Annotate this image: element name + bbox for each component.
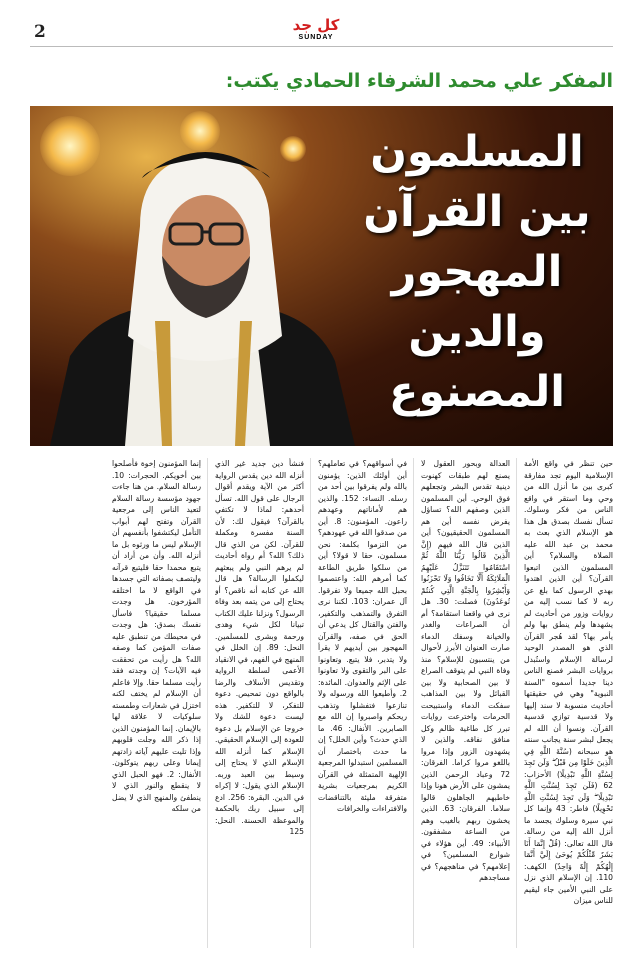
- article-column: [112, 458, 201, 948]
- article-column: [215, 458, 304, 948]
- column-text: حين تنظر في واقع الأمة الإسلامية اليوم تجد مفارقة كبرى بين ما أنزل الله من وحي وما استقر في واقع الناس من فكر وسلوك. تسأل نفسك بصدق هل هذا هو الإسلام الذي بعث به محمد بن عبد الله عليه الصلاة والسلام؟ أين المسلمون الذين اتبعوا القرآن؟ أين الذين اهتدوا بهدي الرسول كما بلغ عن ربه لا كما نسب إليه من روايات وزور من أحاديث لم يشهدها ولم ينطق بها ولم يأمر بها؟ لقد هُجر القرآن الذي هو المصدر الوحيد لرسالة الإسلام واستُبدل بروايات البشر فصنع الناس دينا جديدا أسموه "السنة النبوية" وهي في حقيقتها أحاديث منسوبة لا سند إليها ولا قدسية توازي قدسية القرآن. ونسوا أن الله لم يجعل لبشر سنة يجانب سنته هو سبحانه (سُنَّةَ اللَّهِ فِي الَّذِينَ خَلَوْا مِن قَبْلُ ۖ وَلَن تَجِدَ لِسُنَّةِ اللَّهِ تَبْدِيلًا) الأحزاب: 62 (فَلَن تَجِدَ لِسُنَّتِ اللَّهِ تَبْدِيلًا ۖ وَلَن تَجِدَ لِسُنَّتِ اللَّهِ تَحْوِيلًا) فاطر: 43 وإنما كل نبي سيرة وسلوك يجسد ما أنزل الله إليه من رسالة. قال الله تعالى: (قُلْ إِنَّمَا أَنَا بَشَرٌ مِّثْلُكُمْ يُوحَىٰ إِلَيَّ أَنَّمَا إِلَٰهُكُمْ إِلَٰهٌ وَاحِدٌ) الكهف: 110. إن الإسلام الذي نزل على النبي الأمين جاء ليقيم للناس ميزان: [524, 459, 613, 905]
- column-text: فنشأ دين جديد غير الذي أنزله الله دين يقدس الرواية أكثر من الآية ويقدم أقوال الرجال على قول الله. تسأل أحدهم: لماذا لا تكتفي بالقرآن؟ فيقول لك: لأن السنة مفسرة ومكملة للقرآن. لكن من الذي قال ذلك؟ الله؟ أم رواة أحاديث لم يرهم النبي ولم يبعثهم ليكملوا الرسالة؟ هل قال الله عن كتابه أنه ناقص؟ أو يحتاج إلى من يتمه بعد وفاة الرسول؟ ونزلنا عليك الكتاب تبيانا لكل شيء وهدى ورحمة وبشرى للمسلمين. النحل: 89. إن الخلل في المنهج في الفهم، في الانقياد الأعمى لسلطة الرواية وتقديس الأسلاف والرضا بالواقع دون تمحيص. دعوة للتفكر، لا للتكفير. هذه ليست دعوة للشك ولا خروجا عن الإسلام بل دعوة للعودة إلى الإسلام الحقيقي. الإسلام كما أنزله الله الإسلام الذي لا يحتاج إلى وسيط بين العبد وربه. الإسلام الذي يقول: لا إكراه في الدين. البقرة: 256. ادع إلى سبيل ربك بالحكمة والموعظة الحسنة. النحل: 125: [215, 459, 304, 836]
- headline-line: المسلمون: [370, 127, 584, 177]
- column-text: العدالة وبحور العقول لا يصنع لهم طبقات كهنوت دينية تقدس البشر وتجعلهم فوق الوحي. أين المسلمون الذين وصفهم الله؟ تساؤل يفرض نفسه أين هم المسلمون الحقيقيون؟ أين الذين قال الله فيهم (إِنَّ الَّذِينَ قَالُوا رَبُّنَا اللَّهُ ثُمَّ اسْتَقَامُوا تَتَنَزَّلُ عَلَيْهِمُ الْمَلَائِكَةُ أَلَّا تَخَافُوا وَلَا تَحْزَنُوا وَأَبْشِرُوا بِالْجَنَّةِ الَّتِي كُنتُمْ تُوعَدُونَ) فصلت: 30. هل نرى في واقعنا استقامة؟ أم أن الصراعات والغدر والخيانة وسفك الدماء صارت العنوان الأبرز لأحوال من ينتسبون للإسلام؟ منذ وفاة النبي لم يتوقف الصراع لا بين الصحابية ولا بين القبائل ولا بين المذاهب سفكت الدماء واستبيحت الحرمات واخترعت روايات تبرر كل طاغية ظالم وكل منافق نفاقه. والذين لا يشهدون الزور وإذا مروا باللغو مروا كراما. الفرقان: 72 وعباد الرحمن الذين يمشون على الأرض هونا وإذا خاطبهم الجاهلون قالوا سلاما. الفرقان: 63. الذين يخشون ربهم بالغيب وهم من الساعة مشفقون. الأنبياء: 49. أين هؤلاء في شوارع المسلمين؟ في إعلامهم؟ في مناهجهم؟ في مساجدهم: [421, 459, 510, 882]
- article-column: [524, 458, 613, 948]
- column-text: إنما المؤمنون إخوة فأصلحوا بين أخويكم. الحجرات: 10. رسالة السلام. من هنا جاءت جهود مؤسسة رسالة السلام لتعيد الناس إلى مرجعية القرآن وتفتح لهم أبواب التأمل ليكتشفوا بأنفسهم أن الإسلام ليس ما ورثوه بل ما أنزله الله. وأن من أراد أن يتبع محمدا حقا فليتبع قرآنه وليتصف بصفاته التي جسدها في الواقع لا ما اختلقه المؤرخون. هل وجدت مسلما حقيقيا؟ فاسأل نفسك بصدق: هل وجدت في محيطك من تنطبق عليه صفات المؤمن كما وصفه الله؟ هل رأيت من تحققت فيه الآيات؟ إن وجدته فقد رأيت مسلما حقا. وإلا فاعلم أن الإسلام لم يختف لكنه اختزل في شعارات وطمسته سلوكيات لا علاقة لها بالإيمان. إنما المؤمنون الذين إذا ذكر الله وجلت قلوبهم وإذا تليت عليهم آياته زادتهم إيمانا وعلى ربهم يتوكلون. الأنفال: 2. فهو الحبل الذي لا ينقطع والنور الذي لا ينطفئ والمنهج الذي لا يضل من سلكه: [112, 459, 201, 813]
- column-divider: [516, 458, 517, 948]
- column-divider: [413, 458, 414, 948]
- headline-line: بين القرآن: [363, 187, 591, 237]
- article-headline: [347, 122, 607, 422]
- header-divider: [30, 46, 613, 47]
- headline-line: والدين: [408, 307, 546, 357]
- logo-english-text: SUNDAY: [298, 34, 334, 41]
- article-column: [318, 458, 407, 948]
- column-divider: [207, 458, 208, 948]
- hero-image: [30, 106, 613, 446]
- page-header: [0, 0, 643, 48]
- column-text: في أسواقهم؟ في تعاملهم؟ أين أولئك الذين: يؤمنون بالله ولم يفرقوا بين أحد من رسله. النساء: 152. والذين هم لأماناتهم وعهدهم راعون. المؤمنون: 8. أين من صدقوا الله في عهودهم؟ من التزموا بكلمة: نحن مسلمون، حقا لا قولا؟ أين من سلكوا طريق الطاعة كما أمرهم الله: واعتصموا بحبل الله جميعا ولا تفرقوا. آل عمران: 103. لكننا نرى التفرق والتمذهب والتكفير، والفتن والقتال كل يدعي أن الحق في صفه، والقرآن المهجور بين أيديهم لا يقرأ ولا يتدبر، فلا يتبع. وتعاونوا على البر والتقوى ولا تعاونوا على الإثم والعدوان. المائدة: 2. وأطيعوا الله ورسوله ولا تنازعوا فتفشلوا وتذهب ريحكم واصبروا إن الله مع الصابرين. الأنفال: 46. ما الذي حدث؟ وأين الخلل؟ إن ما حدث باختصار أن المسلمين استبدلوا المرجعية الإلهية المتمثلة في القرآن الكريم بمرجعيات بشرية متفرقة مليئة بالتناقضات والافتراءات والخرافات: [318, 459, 407, 813]
- headline-line: المصنوع: [389, 367, 565, 417]
- page-number: 2: [34, 22, 46, 42]
- column-divider: [310, 458, 311, 948]
- headline-line: المهجور: [391, 247, 563, 297]
- author-portrait: [30, 106, 360, 446]
- logo-arabic-text: كل جد: [292, 16, 340, 34]
- publication-logo: [276, 18, 356, 44]
- author-byline: المفكر علي محمد الشرفاء الحمادي يكتب:: [225, 70, 613, 92]
- article-column: [421, 458, 510, 948]
- article-body: [30, 458, 613, 948]
